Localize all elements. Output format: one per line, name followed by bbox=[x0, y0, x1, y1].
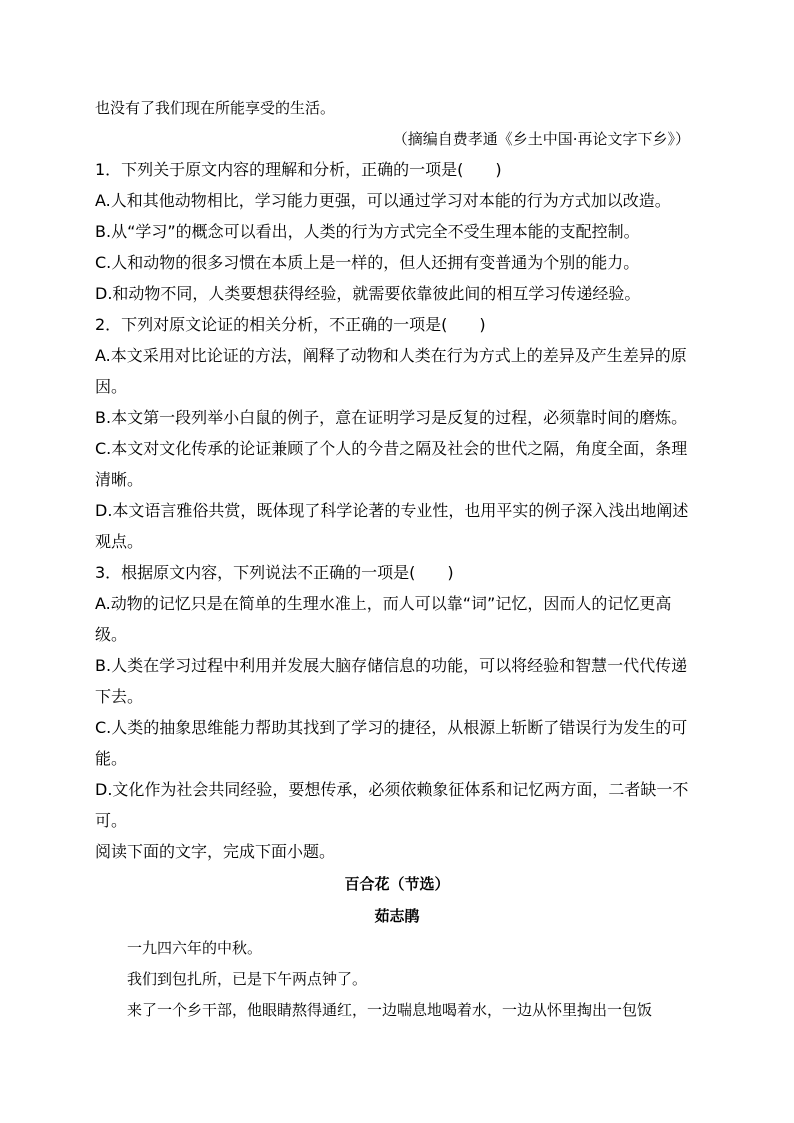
story-paragraph-3: 来了一个乡干部，他眼睛熬得通红，一边喘息地喝着水，一边从怀里掏出一包饭 bbox=[127, 1001, 653, 1019]
reading-instruction: 阅读下面的文字，完成下面小题。 bbox=[95, 842, 336, 861]
question-3-option-d-cont: 可。 bbox=[95, 811, 128, 830]
passage-last-line: 也没有了我们现在所能享受的生活。 bbox=[95, 99, 336, 117]
question-2-stem: 2．下列对原文论证的相关分析，不正确的一项是( ) bbox=[95, 315, 486, 334]
question-3-option-a: A.动物的记忆只是在简单的生理水准上，而人可以靠“词”记忆，因而人的记忆更高 bbox=[95, 594, 672, 613]
story-paragraph-2: 我们到包扎所，已是下午两点钟了。 bbox=[127, 970, 368, 988]
question-1-option-c: C.人和动物的很多习惯在本质上是一样的，但人还拥有变普通为个别的能力。 bbox=[95, 253, 640, 272]
question-3-option-b-cont: 下去。 bbox=[95, 687, 144, 706]
question-3-option-c: C.人类的抽象思维能力帮助其找到了学习的捷径，从根源上斩断了错误行为发生的可 bbox=[95, 718, 688, 737]
question-3-stem: 3．根据原文内容，下列说法不正确的一项是( ) bbox=[95, 563, 454, 582]
question-2-option-d-cont: 观点。 bbox=[95, 532, 144, 551]
question-3-option-a-cont: 级。 bbox=[95, 625, 128, 644]
question-3-option-c-cont: 能。 bbox=[95, 749, 128, 768]
question-2-option-c-cont: 清晰。 bbox=[95, 470, 144, 489]
question-2-option-d: D.本文语言雅俗共赏，既体现了科学论著的专业性，也用平实的例子深入浅出地阐述 bbox=[95, 501, 689, 520]
story-paragraph-1: 一九四六年的中秋。 bbox=[127, 939, 263, 957]
question-1-option-d: D.和动物不同，人类要想获得经验，就需要依靠彼此间的相互学习传递经验。 bbox=[95, 284, 641, 303]
question-2-option-a-cont: 因。 bbox=[95, 377, 128, 396]
story-title: 百合花（节选） bbox=[344, 875, 450, 893]
question-1-option-a: A.人和其他动物相比，学习能力更强，可以通过学习对本能的行为方式加以改造。 bbox=[95, 191, 671, 210]
question-1-option-b: B.从“学习”的概念可以看出，人类的行为方式完全不受生理本能的支配控制。 bbox=[95, 222, 640, 241]
story-author: 茹志鹃 bbox=[374, 907, 420, 925]
passage-source: （摘编自费孝通《乡土中国·再论文字下乡》） bbox=[392, 130, 690, 148]
question-3-option-b: B.人类在学习过程中利用并发展大脑存储信息的功能，可以将经验和智慧一代代传递 bbox=[95, 656, 688, 675]
question-1-stem: 1．下列关于原文内容的理解和分析，正确的一项是( ) bbox=[95, 160, 502, 179]
question-3-option-d: D.文化作为社会共同经验，要想传承，必须依赖象征体系和记忆两方面，二者缺一不 bbox=[95, 780, 689, 799]
question-2-option-c: C.本文对文化传承的论证兼顾了个人的今昔之隔及社会的世代之隔，角度全面，条理 bbox=[95, 439, 688, 458]
question-2-option-b: B.本文第一段列举小白鼠的例子，意在证明学习是反复的过程，必须靠时间的磨炼。 bbox=[95, 408, 688, 427]
question-2-option-a: A.本文采用对比论证的方法，阐释了动物和人类在行为方式上的差异及产生差异的原 bbox=[95, 346, 687, 365]
